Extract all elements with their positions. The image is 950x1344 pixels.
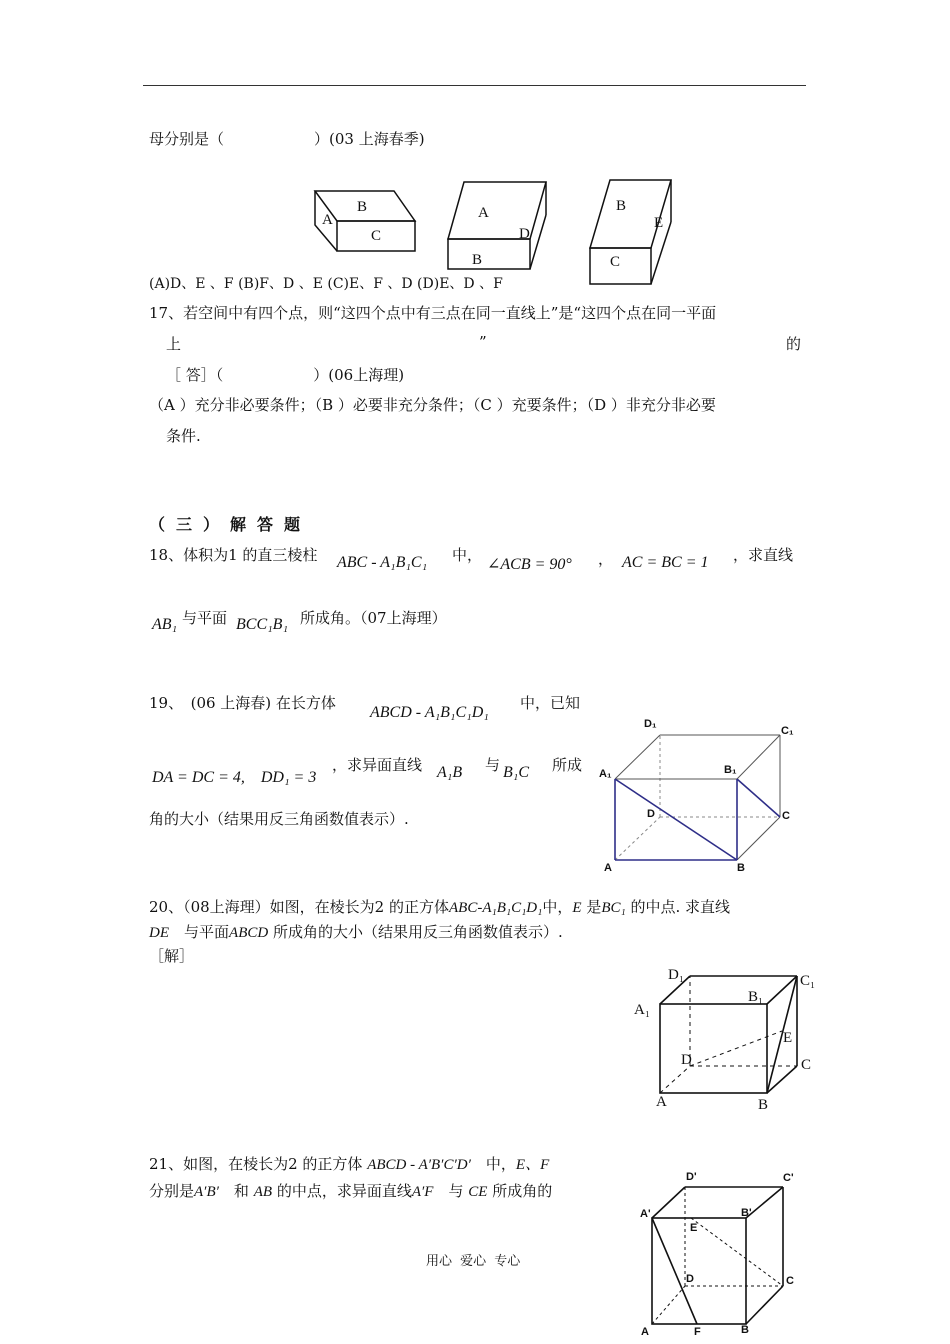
q19-prefix: 19、 (06 上海春) 在长方体	[149, 694, 336, 712]
q20-e: E	[572, 900, 582, 916]
q20-label-d1: D₁	[668, 967, 685, 983]
q20-line1-prefix: 20、（08上海理）如图，在棱长为2 的正方体	[149, 898, 449, 916]
q20-line1-is: 是	[586, 898, 602, 916]
q16-figure-3	[580, 172, 690, 292]
q16-fig1-label-top: B	[357, 199, 368, 215]
q21-line2	[149, 1180, 552, 1201]
q21-label-dp: D'	[686, 1171, 697, 1183]
q21-ce: CE	[468, 1184, 488, 1200]
q21-af: A′F	[411, 1184, 434, 1200]
q21-label-e: E	[690, 1222, 698, 1234]
q21-line1-prefix: 21、如图，在棱长为2 的正方体	[149, 1155, 363, 1173]
q21-line2-prefix: 分别是	[149, 1182, 195, 1200]
q20-label-c1: C₁	[800, 973, 816, 989]
q21-line2-end: 所成角的	[492, 1182, 553, 1200]
q20-line1	[149, 896, 730, 917]
q21-line1	[149, 1153, 549, 1174]
q19-label-c1: C₁	[781, 725, 794, 737]
q21-label-b: B	[741, 1324, 749, 1336]
q19-label-a1: A₁	[599, 768, 612, 780]
q17-line1: 17、若空间中有四个点，则“这四个点中有三点在同一直线上”是“这四个点在同一平面	[149, 304, 717, 322]
q19-label-a: A	[604, 862, 612, 874]
q21-label-ap: A'	[640, 1208, 651, 1220]
q20-line1-end: 的中点. 求直线	[630, 898, 731, 916]
q19-label-b1: B₁	[724, 764, 737, 776]
q16-figure-1	[300, 180, 430, 270]
q19-label-c: C	[782, 810, 790, 822]
q19-cond: DA = DC = 4, DD₁ = 3	[152, 769, 317, 786]
q20-label-c: C	[801, 1057, 812, 1073]
q21-solid: ABCD - A′B′C′D′	[367, 1157, 471, 1173]
q16-fig1-label-left: A	[322, 212, 333, 228]
q21-label-d: D	[686, 1273, 694, 1285]
q20-line2	[149, 921, 563, 942]
page-footer: 用心 爱心 专心	[426, 1254, 521, 1269]
q20-solid: ABC-A₁B₁C₁D₁	[449, 900, 543, 916]
q16-figure-2	[440, 175, 560, 275]
q19-suffix: 所成	[552, 756, 583, 774]
q19-label-d: D	[647, 808, 655, 820]
q19-label-d1: D₁	[644, 718, 657, 730]
q18-angle: ∠ACB = 90°	[487, 556, 572, 573]
q21-ab: AB	[253, 1184, 273, 1200]
q18-prefix: 18、体积为1 的直三棱柱	[149, 546, 318, 564]
q19-mid: 中，已知	[520, 694, 581, 712]
q16-fig2-label-top: A	[478, 205, 489, 221]
q20-plane: ABCD	[229, 925, 269, 941]
q20-de: DE	[149, 925, 169, 941]
q19-line3: 角的大小（结果用反三角函数值表示）.	[149, 810, 409, 828]
q21-and: 和	[233, 1182, 249, 1200]
q20-line2-end: 所成角的大小（结果用反三角函数值表示）.	[272, 923, 563, 941]
q16-fig1-label-front: C	[371, 228, 382, 244]
q19-cuboid-figure	[600, 715, 810, 875]
q16-fig2-label-right: D	[519, 226, 530, 242]
q20-label-a: A	[656, 1094, 667, 1110]
q18-prism: ABC - A₁B₁C₁	[337, 554, 428, 571]
q21-label-c: C	[786, 1275, 794, 1287]
q16-fig2-label-front: B	[472, 252, 483, 268]
q21-label-cp: C'	[783, 1172, 794, 1184]
q19-line-b1c: B₁C	[503, 764, 530, 781]
q16-fig3-label-front: C	[610, 254, 621, 270]
q20-label-d: D	[681, 1052, 692, 1068]
q20-line2-mid: 与平面	[184, 923, 230, 941]
q21-label-bp: B'	[741, 1207, 752, 1219]
q21-label-a: A	[641, 1326, 649, 1338]
q16-fig3-label-top: B	[616, 198, 627, 214]
q20-label-b: B	[758, 1097, 769, 1113]
q18-suffix: ，求直线	[733, 546, 794, 564]
q19-and: 与	[485, 756, 501, 774]
q16-line: 母分别是（ ）(03 上海春季)	[149, 130, 425, 148]
q18-comma: ，	[598, 550, 614, 568]
q17-options-line2: 条件.	[166, 427, 201, 445]
q21-line1-mid: 中，	[485, 1155, 516, 1173]
q20-solve: ［解］	[149, 947, 195, 965]
q18-ab1: AB₁	[152, 616, 178, 633]
q18-line2-mid: 与平面	[182, 609, 228, 627]
q16-fig3-label-right: E	[654, 215, 664, 231]
q17-answer: ［ 答］（ ）(06上海理)	[166, 366, 405, 384]
q21-ef: E、F	[515, 1157, 550, 1173]
q19-line-a1b: A₁B	[437, 764, 463, 781]
q20-label-a1: A₁	[634, 1002, 651, 1018]
q19-label-b: B	[737, 862, 745, 874]
q19-text2: ，求异面直线	[332, 756, 423, 774]
q20-line1-mid: 中，	[542, 898, 573, 916]
q21-label-f: F	[694, 1326, 701, 1338]
q17-line2-b: ”	[479, 333, 487, 351]
q17-line2-a: 上	[166, 335, 182, 353]
section-heading: （三）解答题	[149, 515, 312, 534]
q20-bc1: BC₁	[601, 900, 626, 916]
q18-eq: AC = BC = 1	[622, 554, 709, 571]
q20-label-b1: B₁	[748, 989, 764, 1005]
q18-plane: BCC₁B₁	[236, 616, 289, 633]
header-rule	[143, 85, 806, 86]
q16-options: (A)D、E 、F (B)F、D 、E (C)E、F 、D (D)E、D 、F	[149, 276, 503, 292]
q19-solid: ABCD - A₁B₁C₁D₁	[370, 704, 489, 721]
q21-ab-prime: A′B′	[194, 1184, 219, 1200]
q21-line2-mid: 的中点，求异面直线	[276, 1182, 412, 1200]
q21-with: 与	[448, 1182, 464, 1200]
q17-options-line1: （A ）充分非必要条件；（B ）必要非充分条件；（C ）充要条件；（D ）非充分非必要	[149, 396, 716, 414]
q21-cube-figure	[640, 1172, 810, 1332]
q17-line2-c: 的	[786, 335, 802, 353]
q20-label-e: E	[783, 1030, 793, 1046]
q20-cube-figure	[640, 965, 820, 1105]
q18-mid: 中，	[452, 546, 483, 564]
q18-line2-end: 所成角。（07上海理）	[300, 609, 447, 627]
